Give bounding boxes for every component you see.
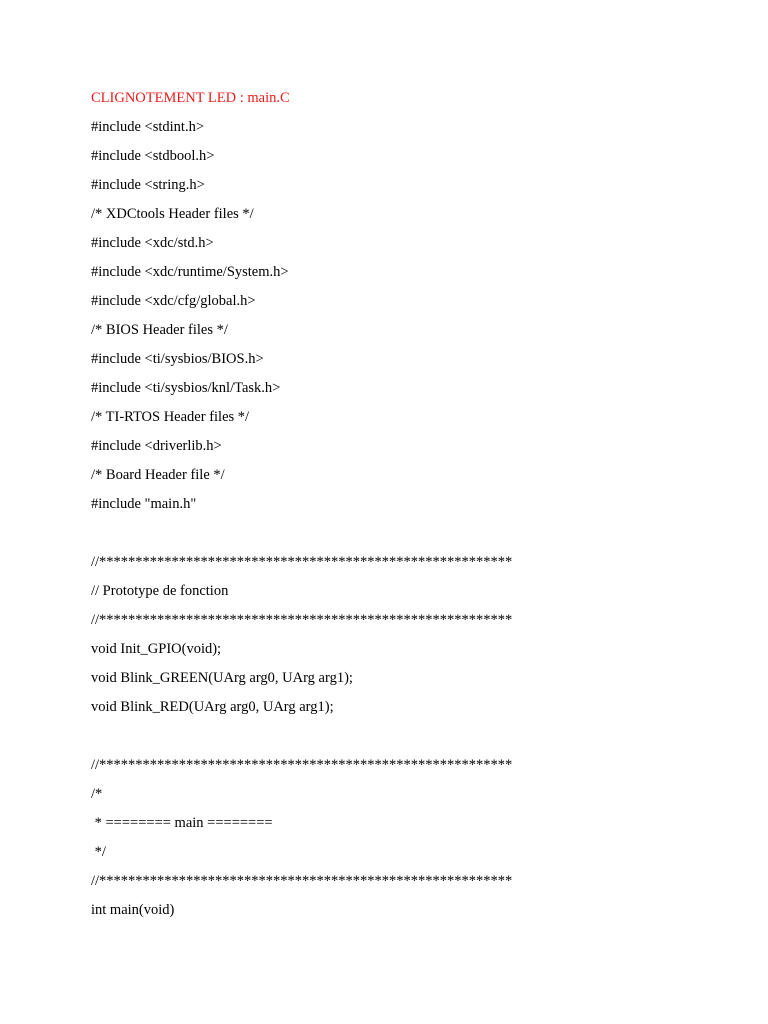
code-comment: * ======== main ======== bbox=[91, 815, 273, 831]
code-line: #include <string.h> bbox=[91, 177, 205, 193]
code-line: int main(void) bbox=[91, 902, 175, 918]
code-line: #include "main.h" bbox=[91, 496, 197, 512]
code-comment: /* bbox=[91, 786, 103, 802]
code-line: #include <driverlib.h> bbox=[91, 438, 222, 454]
document-title: CLIGNOTEMENT LED : main.C bbox=[91, 90, 290, 106]
code-line: #include <xdc/std.h> bbox=[91, 235, 214, 251]
code-line: #include <stdbool.h> bbox=[91, 148, 215, 164]
code-comment: /* Board Header file */ bbox=[91, 467, 225, 483]
code-line: #include <ti/sysbios/knl/Task.h> bbox=[91, 380, 281, 396]
separator-line: //********************************************************* bbox=[91, 554, 513, 570]
code-line: void Blink_GREEN(UArg arg0, UArg arg1); bbox=[91, 670, 353, 686]
code-line: #include <xdc/cfg/global.h> bbox=[91, 293, 256, 309]
code-comment: /* XDCtools Header files */ bbox=[91, 206, 254, 222]
code-comment: */ bbox=[91, 844, 106, 860]
code-listing bbox=[91, 84, 731, 925]
code-line: #include <xdc/runtime/System.h> bbox=[91, 264, 289, 280]
separator-line: //********************************************************* bbox=[91, 757, 513, 773]
blank-line bbox=[91, 519, 731, 548]
code-comment: /* TI-RTOS Header files */ bbox=[91, 409, 250, 425]
separator-line: //********************************************************* bbox=[91, 873, 513, 889]
code-line: #include <stdint.h> bbox=[91, 119, 205, 135]
code-comment: // Prototype de fonction bbox=[91, 583, 229, 599]
separator-line: //********************************************************* bbox=[91, 612, 513, 628]
code-line: #include <ti/sysbios/BIOS.h> bbox=[91, 351, 264, 367]
code-comment: /* BIOS Header files */ bbox=[91, 322, 228, 338]
code-line: void Blink_RED(UArg arg0, UArg arg1); bbox=[91, 699, 334, 715]
blank-line bbox=[91, 722, 731, 751]
code-line: void Init_GPIO(void); bbox=[91, 641, 222, 657]
